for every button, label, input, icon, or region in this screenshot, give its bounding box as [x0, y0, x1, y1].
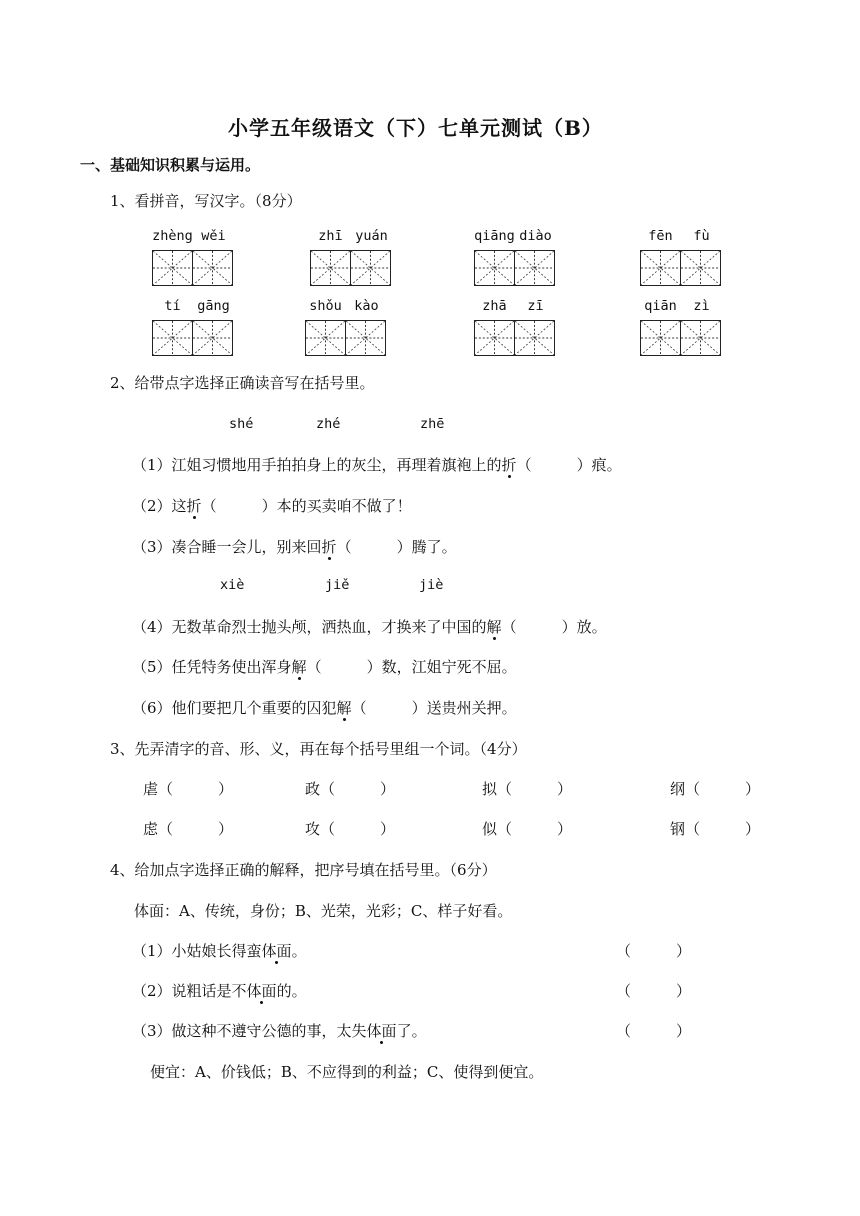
pinyin-option: zhē [420, 416, 445, 432]
pinyin-label: fēn [648, 228, 673, 244]
item-text: （3）凑合睡一会儿，别来回 [132, 538, 322, 556]
q4-item-2 [132, 980, 307, 1001]
character-cell[interactable] [514, 250, 555, 286]
character-cell[interactable] [192, 320, 233, 356]
pinyin-option: shé [229, 416, 254, 432]
question-3-label: 3、先弄清字的音、形、义，再在每个括号里组一个词。（4分） [110, 740, 527, 758]
character-cell[interactable] [514, 320, 555, 356]
q2-item-3 [132, 536, 457, 557]
q2-item-5 [132, 656, 517, 677]
q2-item-1 [132, 454, 622, 475]
pinyin-label: wěi [201, 228, 226, 244]
definition-timian: 体面：A、传统，身份；B、光荣，光彩；C、样子好看。 [134, 902, 513, 920]
word-blank[interactable]: 政（ ） [305, 780, 396, 798]
pinyin-option: zhé [316, 416, 341, 432]
dotted-word: 体面 [246, 982, 277, 1000]
pinyin-label: zhā [482, 298, 507, 314]
tianzige-grid [305, 320, 385, 356]
q4-item-1 [132, 940, 307, 961]
tianzige-grid [474, 320, 554, 356]
pinyin-label: tí [164, 298, 181, 314]
pinyin-label: qiāng [474, 228, 515, 244]
pinyin-label: fù [693, 228, 710, 244]
item-text: 了。 [396, 1022, 427, 1040]
q2-item-2 [132, 495, 412, 516]
word-blank[interactable]: 似（ ） [482, 820, 573, 838]
answer-blank[interactable]: （ ） [616, 982, 692, 1000]
dotted-char: 折 [186, 497, 202, 515]
item-text: （4）无数革命烈士抛头颅，洒热血，才换来了中国的 [132, 618, 487, 636]
word-blank[interactable]: 攻（ ） [305, 820, 396, 838]
q4-item-3 [132, 1020, 427, 1041]
item-text: （2）说粗话是不 [132, 982, 247, 1000]
word-blank[interactable]: 钢（ ） [670, 820, 761, 838]
pinyin-option: jiě [325, 577, 350, 593]
item-blank[interactable]: （ ）数，江姐宁死不屈。 [306, 658, 517, 676]
tianzige-grid [152, 250, 232, 286]
pinyin-option: xiè [220, 577, 245, 593]
q2-item-4 [132, 616, 607, 637]
item-text: 。 [291, 942, 307, 960]
item-blank[interactable]: （ ）送贵州关押。 [351, 699, 517, 717]
pinyin-label: yuán [355, 228, 388, 244]
q2-item-6 [132, 697, 517, 718]
item-text: （1）江姐习惯地用手拍拍身上的灰尘，再理着旗袍上的 [132, 456, 502, 474]
character-cell[interactable] [640, 320, 681, 356]
word-blank[interactable]: 拟（ ） [482, 780, 573, 798]
pinyin-label: zhèng [152, 228, 193, 244]
section-heading: 一、基础知识积累与运用。 [80, 156, 261, 174]
item-blank[interactable]: （ ）放。 [501, 618, 607, 636]
item-text: （6）他们要把几个重要的囚犯 [132, 699, 337, 717]
word-blank[interactable]: 纲（ ） [670, 780, 761, 798]
character-cell[interactable] [152, 250, 193, 286]
answer-blank[interactable]: （ ） [616, 942, 692, 960]
question-4-label: 4、给加点字选择正确的解释，把序号填在括号里。（6分） [110, 861, 497, 879]
pinyin-label: qiān [644, 298, 677, 314]
definition-pianyi: 便宜：A、价钱低；B、不应得到的利益；C、使得到便宜。 [150, 1063, 544, 1081]
item-blank[interactable]: （ ）痕。 [516, 456, 622, 474]
item-text: （3）做这种不遵守公德的事，太失 [132, 1022, 367, 1040]
question-2-label: 2、给带点字选择正确读音写在括号里。 [110, 374, 375, 392]
dotted-word: 体面 [366, 1022, 397, 1040]
question-1-label: 1、看拼音，写汉字。（8分） [110, 192, 302, 210]
pinyin-label: kào [354, 298, 379, 314]
page-title: 小学五年级语文（下）七单元测试（B） [228, 116, 603, 140]
character-cell[interactable] [680, 250, 721, 286]
item-text: （5）任凭特务使出浑身 [132, 658, 292, 676]
dotted-char: 折 [501, 456, 517, 474]
character-cell[interactable] [192, 250, 233, 286]
character-cell[interactable] [474, 320, 515, 356]
character-cell[interactable] [350, 250, 391, 286]
dotted-char: 解 [291, 658, 307, 676]
item-text: 的。 [276, 982, 307, 1000]
character-cell[interactable] [345, 320, 386, 356]
pinyin-option: jiè [419, 577, 444, 593]
pinyin-label: zhī [318, 228, 343, 244]
dotted-char: 解 [486, 618, 502, 636]
character-cell[interactable] [680, 320, 721, 356]
tianzige-grid [640, 250, 720, 286]
word-blank[interactable]: 虑（ ） [143, 820, 234, 838]
character-cell[interactable] [152, 320, 193, 356]
item-blank[interactable]: （ ）腾了。 [336, 538, 457, 556]
character-cell[interactable] [310, 250, 351, 286]
pinyin-label: diào [519, 228, 552, 244]
pinyin-label: zì [693, 298, 710, 314]
dotted-word: 体面 [261, 942, 292, 960]
character-cell[interactable] [640, 250, 681, 286]
pinyin-label: zī [527, 298, 544, 314]
item-text: （1）小姑娘长得蛮 [132, 942, 262, 960]
character-cell[interactable] [305, 320, 346, 356]
tianzige-grid [310, 250, 390, 286]
tianzige-grid [474, 250, 554, 286]
pinyin-label: shǒu [309, 298, 342, 314]
pinyin-label: gāng [197, 298, 230, 314]
item-text: （2）这 [132, 497, 187, 515]
item-blank[interactable]: （ ）本的买卖咱不做了！ [201, 497, 412, 515]
dotted-char: 折 [321, 538, 337, 556]
tianzige-grid [640, 320, 720, 356]
dotted-char: 解 [336, 699, 352, 717]
character-cell[interactable] [474, 250, 515, 286]
answer-blank[interactable]: （ ） [616, 1022, 692, 1040]
tianzige-grid [152, 320, 232, 356]
word-blank[interactable]: 虐（ ） [143, 780, 234, 798]
